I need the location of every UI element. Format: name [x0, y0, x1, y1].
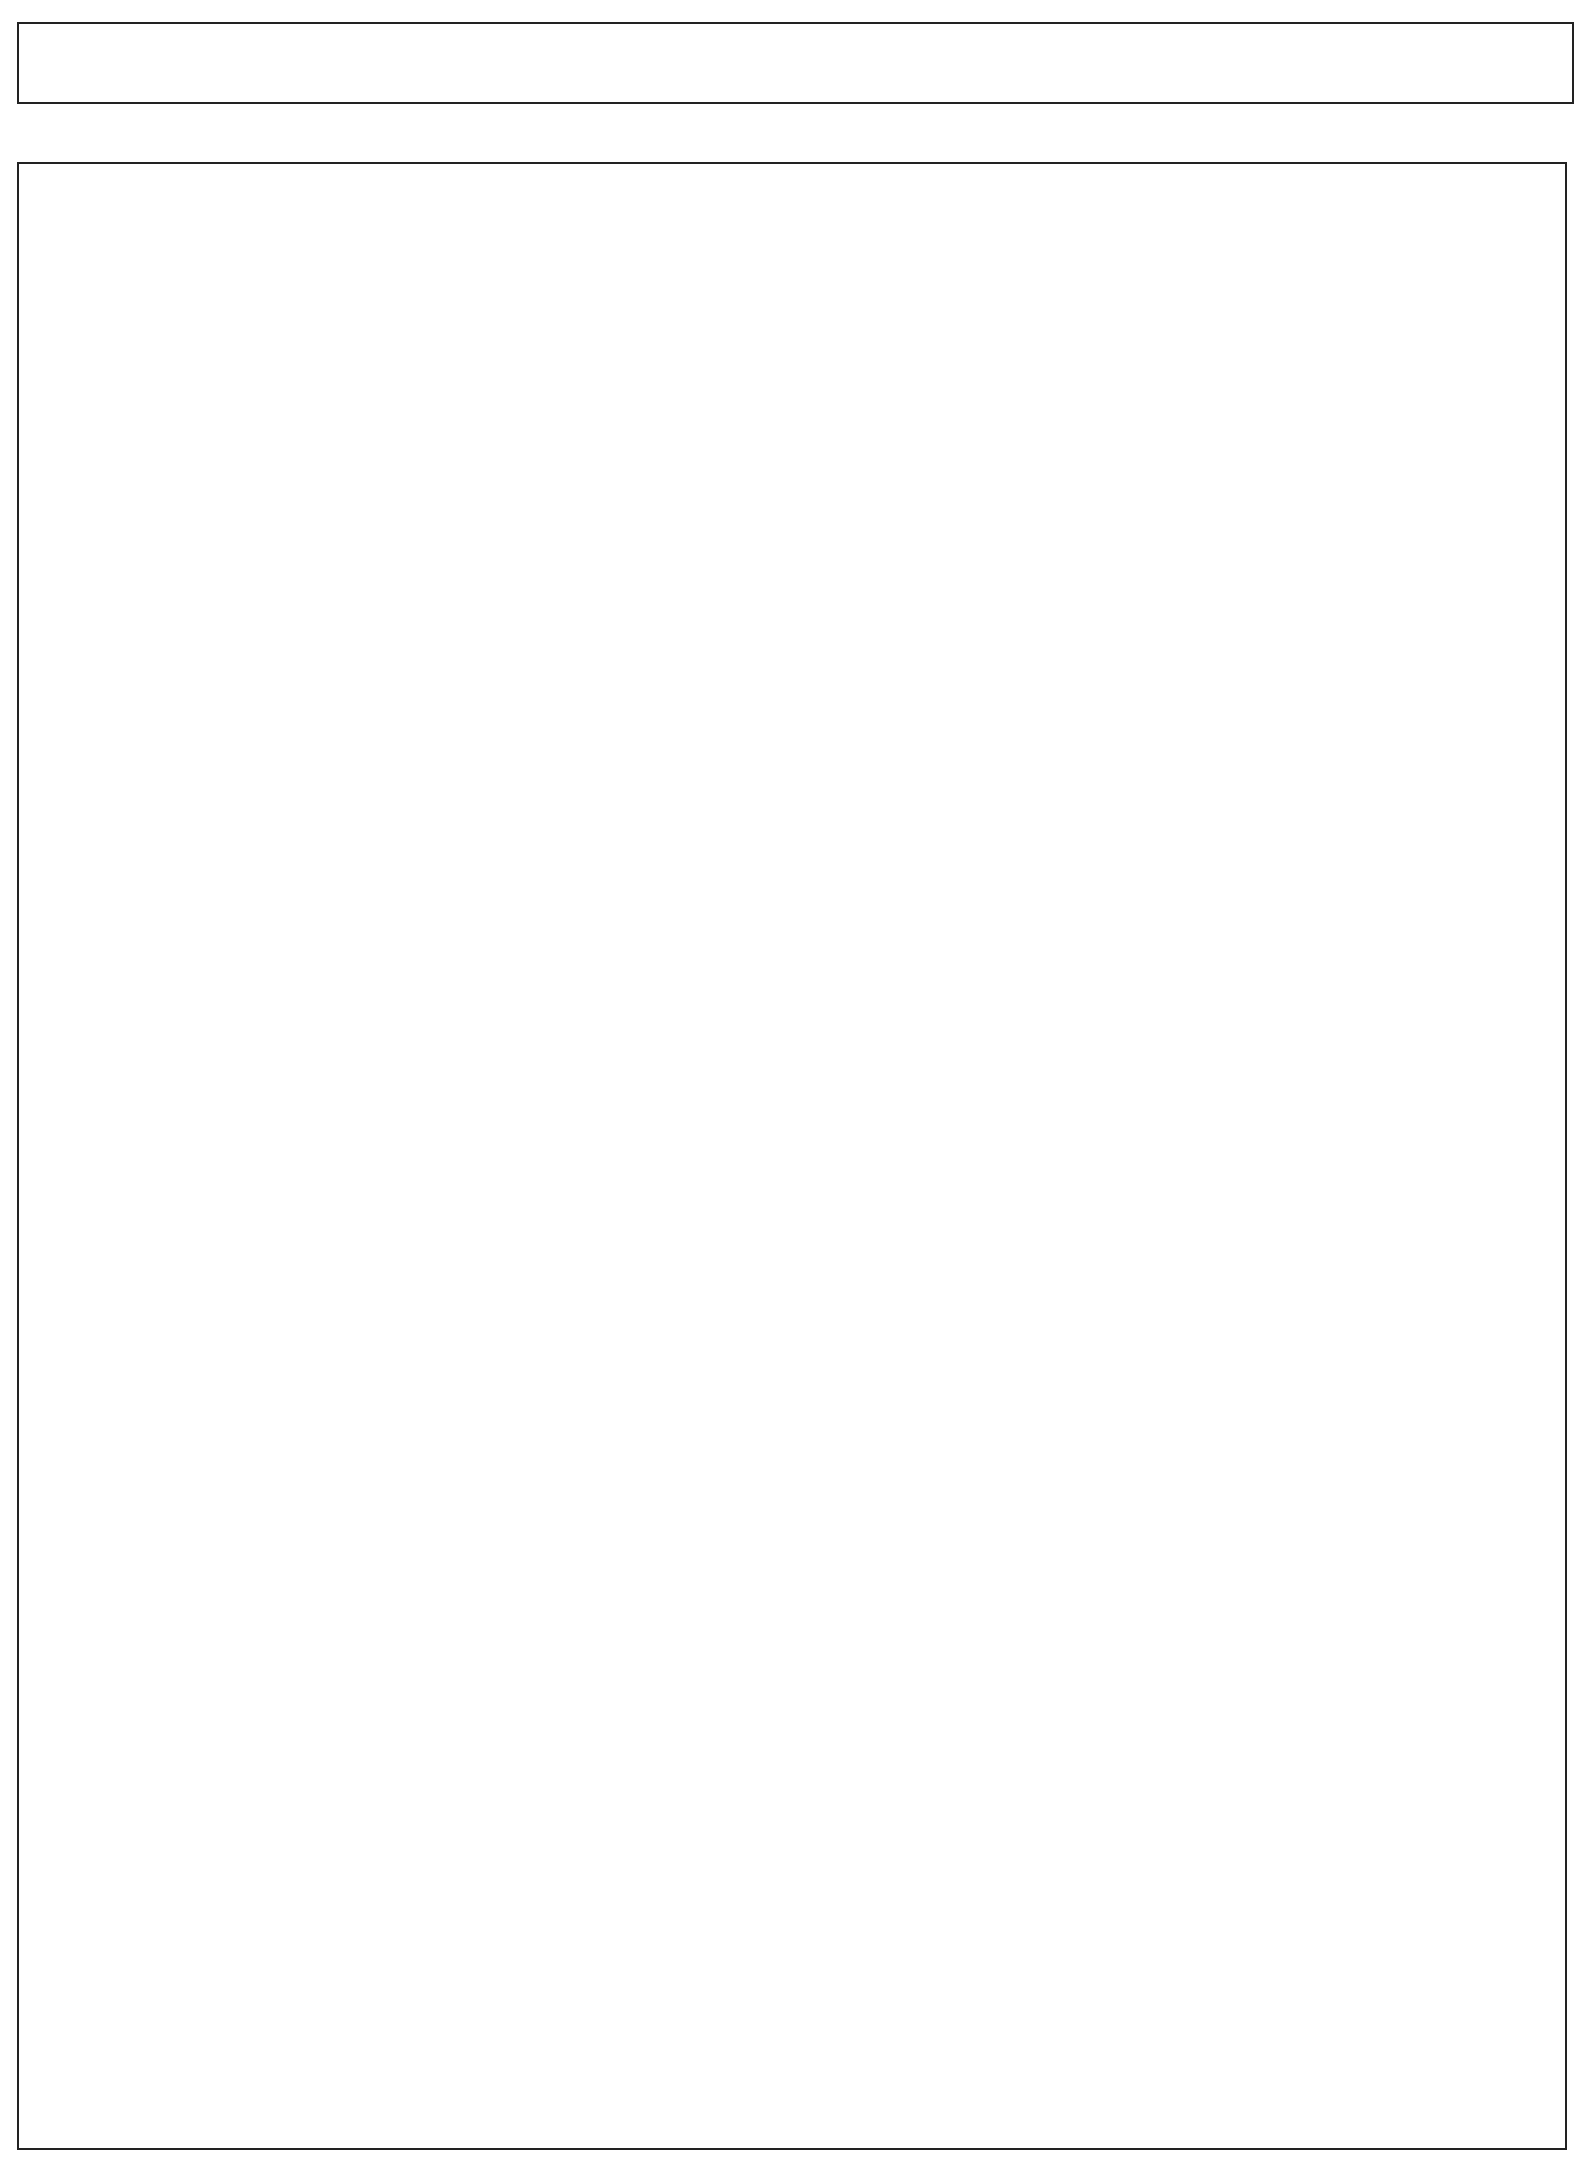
title-box	[17, 22, 1574, 104]
crossword-grid	[17, 162, 1567, 2150]
